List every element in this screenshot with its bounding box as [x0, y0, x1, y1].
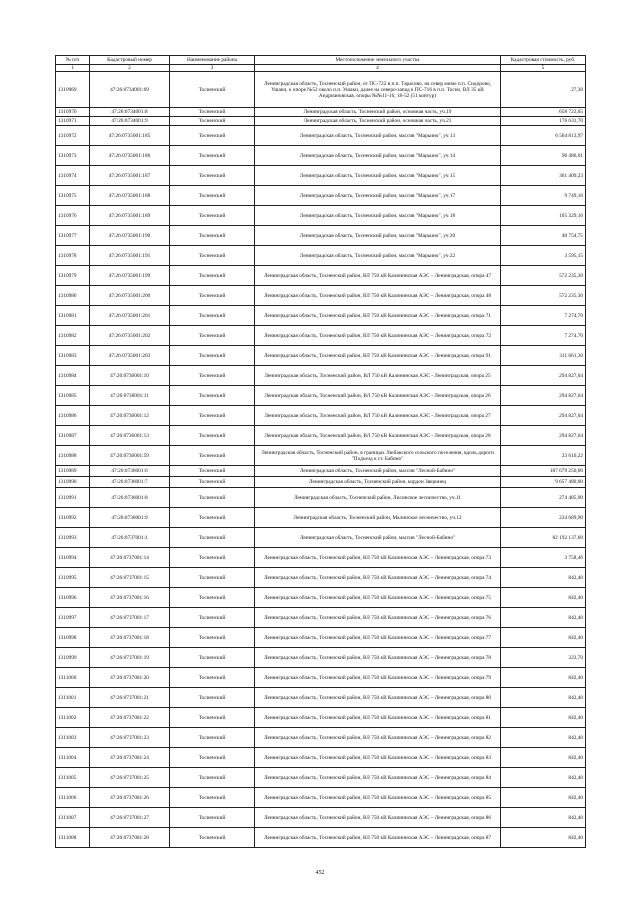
- cadastral-number: 47:26:0735001:185: [90, 126, 170, 146]
- document-page: [55, 55, 585, 848]
- location-text: Ленинградская область, Тосненский район, ВЛ 750 кВ Калининская АЭС – Ленинградская, опора 85: [255, 788, 501, 808]
- table-row: [56, 828, 586, 848]
- table-row: [56, 588, 586, 608]
- table-header-row: [56, 56, 586, 65]
- location-text: Ленинградская область, Тосненский район, массив "Марьино", уч 14: [255, 146, 501, 166]
- cadastral-number: 47:26:0737001:17: [90, 608, 170, 628]
- table-row: [56, 808, 586, 828]
- cadastral-cost: 27,30: [501, 72, 586, 108]
- cadastral-value-table: [55, 55, 586, 848]
- location-text: Ленинградская область, Тосненский район, ВЛ 750 кВ Калининская АЭС – Ленинградская, опора 77: [255, 628, 501, 648]
- cadastral-cost: 842,40: [501, 828, 586, 848]
- district-name: Тосненский: [170, 108, 255, 117]
- row-number: 1310980: [56, 286, 90, 306]
- district-name: Тосненский: [170, 286, 255, 306]
- cadastral-cost: 842,40: [501, 608, 586, 628]
- location-text: Ленинградская область, Тосненский район, ВЛ 750 кВ Калининская АЭС – Ленинградская, опора 81: [255, 708, 501, 728]
- district-name: Тосненский: [170, 648, 255, 668]
- row-number: 1310990: [56, 477, 90, 488]
- location-text: Ленинградская область, Тосненский район, массив "Марьино", уч 13: [255, 126, 501, 146]
- cadastral-cost: 176 631,70: [501, 117, 586, 126]
- table-row: [56, 528, 586, 548]
- district-name: Тосненский: [170, 346, 255, 366]
- row-number: 1311005: [56, 768, 90, 788]
- location-text: Ленинградская область, Тосненский район, ВЛ 750 кВ Калининская АЭС - Ленинградская, опора 26: [255, 386, 501, 406]
- location-text: Ленинградская область, Тосненский район, массив "Марьино", уч 15: [255, 166, 501, 186]
- cadastral-number: 47:26:0735001:186: [90, 146, 170, 166]
- district-name: Тосненский: [170, 226, 255, 246]
- table-row: [56, 266, 586, 286]
- column-number-row: [56, 65, 586, 72]
- cadastral-number: 47:26:0735001:188: [90, 186, 170, 206]
- row-number: 1310974: [56, 166, 90, 186]
- cadastral-cost: 40 754,75: [501, 226, 586, 246]
- table-row: [56, 406, 586, 426]
- row-number: 1311000: [56, 668, 90, 688]
- district-name: Тосненский: [170, 146, 255, 166]
- cadastral-number: 47:26:0737001:16: [90, 588, 170, 608]
- cadastral-number: 47:26:0737001:21: [90, 688, 170, 708]
- district-name: Тосненский: [170, 748, 255, 768]
- district-name: Тосненский: [170, 708, 255, 728]
- cadastral-cost: 842,40: [501, 808, 586, 828]
- cadastral-number: 47:26:0736001:13: [90, 426, 170, 446]
- row-number: 1310999: [56, 648, 90, 668]
- table-row: [56, 608, 586, 628]
- row-number: 1310991: [56, 488, 90, 508]
- location-text: Ленинградская область, Тосненский район, массив "Марьино", уч 18: [255, 206, 501, 226]
- row-number: 1310982: [56, 326, 90, 346]
- location-text: Ленинградская область, Тосненский район, ВЛ 750 кВ Калининская АЭС – Ленинградская, опора 83: [255, 748, 501, 768]
- location-text: Ленинградская область, Тосненский район, ВЛ 750 кВ Калининская АЭС – Ленинградская, опора 75: [255, 588, 501, 608]
- cadastral-number: 47:26:0734001:69: [90, 72, 170, 108]
- row-number: 1310994: [56, 548, 90, 568]
- district-name: Тосненский: [170, 808, 255, 828]
- cadastral-cost: 842,40: [501, 688, 586, 708]
- row-number: 1311007: [56, 808, 90, 828]
- district-name: Тосненский: [170, 588, 255, 608]
- table-row: [56, 668, 586, 688]
- table-row: [56, 246, 586, 266]
- district-name: Тосненский: [170, 206, 255, 226]
- table-row: [56, 708, 586, 728]
- district-name: Тосненский: [170, 186, 255, 206]
- location-text: Ленинградская область, Тосненский район, ВЛ 750 кВ Калининская АЭС – Ленинградская, опора 87: [255, 828, 501, 848]
- table-row: [56, 648, 586, 668]
- cadastral-number: 47:26:0735001:201: [90, 306, 170, 326]
- cadastral-cost: 23 610,22: [501, 446, 586, 466]
- cadastral-number: 47:26:0735001:202: [90, 326, 170, 346]
- location-text: Ленинградская область, Тосненский район, массив "Марьино", уч 22: [255, 246, 501, 266]
- cadastral-number: 47:26:0735001:190: [90, 226, 170, 246]
- cadastral-number: 47:26:0737001:24: [90, 748, 170, 768]
- location-text: Ленинградская область, Тосненский район, ВЛ 750 кВ Калининская АЭС - Ленинградская, опора 27: [255, 406, 501, 426]
- table-row: [56, 166, 586, 186]
- district-name: Тосненский: [170, 117, 255, 126]
- table-row: [56, 108, 586, 117]
- table-row: [56, 426, 586, 446]
- row-number: 1311006: [56, 788, 90, 808]
- cadastral-cost: 7 274,70: [501, 326, 586, 346]
- table-row: [56, 446, 586, 466]
- district-name: Тосненский: [170, 477, 255, 488]
- location-text: Ленинградская область, Тосненский район, ВЛ 750 кВ Калининская АЭС – Ленинградская, опора 76: [255, 608, 501, 628]
- row-number: 1310988: [56, 446, 90, 466]
- cadastral-cost: 7 274,70: [501, 306, 586, 326]
- table-row: [56, 366, 586, 386]
- table-row: [56, 126, 586, 146]
- cadastral-number: 47:26:0736001:9: [90, 508, 170, 528]
- cadastral-number: 47:26:0737001:28: [90, 828, 170, 848]
- location-text: Ленинградская область, Тосненский район, основная часть, уч.21: [255, 117, 501, 126]
- location-text: Ленинградская область, Тосненский район, кордон Зверинец: [255, 477, 501, 488]
- row-number: 1310992: [56, 508, 90, 528]
- cadastral-cost: 311 661,30: [501, 346, 586, 366]
- column-number: 5: [501, 65, 586, 72]
- cadastral-cost: 82 192 137,60: [501, 528, 586, 548]
- district-name: Тосненский: [170, 326, 255, 346]
- header-district: Наименование района: [170, 56, 255, 65]
- table-row: [56, 466, 586, 477]
- cadastral-number: 47:26:0736001:11: [90, 386, 170, 406]
- row-number: 1310996: [56, 588, 90, 608]
- cadastral-cost: 294 827,04: [501, 426, 586, 446]
- cadastral-cost: 842,40: [501, 628, 586, 648]
- cadastral-cost: 842,40: [501, 748, 586, 768]
- row-number: 1311003: [56, 728, 90, 748]
- row-number: 1310971: [56, 117, 90, 126]
- cadastral-number: 47:26:0736001:10: [90, 366, 170, 386]
- cadastral-number: 47:26:0736001:59: [90, 446, 170, 466]
- location-text: Ленинградская область, Тосненский район, ВЛ 750 кВ Калининская АЭС – Ленинградская, опора 91: [255, 346, 501, 366]
- location-text: Ленинградская область, Тосненский район, ВЛ 750 кВ Калининская АЭС – Ленинградская, опора 82: [255, 728, 501, 748]
- cadastral-cost: 274 485,90: [501, 488, 586, 508]
- location-text: Ленинградская область, Тосненский район, ВЛ 750 кВ Калининская АЭС – Ленинградская, опора 80: [255, 688, 501, 708]
- cadastral-number: 47:26:0737001:22: [90, 708, 170, 728]
- location-text: Ленинградская область, Тосненский район, массив "Марьино", уч 20: [255, 226, 501, 246]
- row-number: 1310986: [56, 406, 90, 426]
- header-cadastral-number: Кадастровый номер: [90, 56, 170, 65]
- cadastral-cost: 658 723,65: [501, 108, 586, 117]
- district-name: Тосненский: [170, 72, 255, 108]
- column-number: 3: [170, 65, 255, 72]
- table-row: [56, 346, 586, 366]
- district-name: Тосненский: [170, 406, 255, 426]
- row-number: 1310984: [56, 366, 90, 386]
- cadastral-cost: 294 827,04: [501, 386, 586, 406]
- location-text: Ленинградская область, Тосненский район, ВЛ 750 кВ Калининская АЭС – Ленинградская, опора 79: [255, 668, 501, 688]
- district-name: Тосненский: [170, 768, 255, 788]
- cadastral-number: 47:26:0736001:8: [90, 488, 170, 508]
- table-row: [56, 72, 586, 108]
- cadastral-cost: 572 235,30: [501, 266, 586, 286]
- cadastral-number: 47:26:0735001:199: [90, 266, 170, 286]
- cadastral-cost: 842,40: [501, 788, 586, 808]
- table-row: [56, 477, 586, 488]
- location-text: Ленинградская область, Тосненский район, ВЛ 750 кВ Калининская АЭС – Ленинградская, опора 72: [255, 326, 501, 346]
- row-number: 1310998: [56, 628, 90, 648]
- district-name: Тосненский: [170, 548, 255, 568]
- cadastral-cost: 96 486,01: [501, 146, 586, 166]
- table-row: [56, 186, 586, 206]
- cadastral-cost: 842,40: [501, 588, 586, 608]
- district-name: Тосненский: [170, 446, 255, 466]
- cadastral-cost: 294 827,04: [501, 366, 586, 386]
- row-number: 1310972: [56, 126, 90, 146]
- district-name: Тосненский: [170, 166, 255, 186]
- location-text: Ленинградская область, Тосненский район, Лисинское лесничество, уч.11: [255, 488, 501, 508]
- row-number: 1311004: [56, 748, 90, 768]
- row-number: 1310997: [56, 608, 90, 628]
- row-number: 1310987: [56, 426, 90, 446]
- location-text: Ленинградская область, Тосненский район, ВЛ 750 кВ Калининская АЭС – Ленинградская, опора 71: [255, 306, 501, 326]
- location-text: Ленинградская область, Тосненский район, основная часть, уч.19: [255, 108, 501, 117]
- table-row: [56, 117, 586, 126]
- cadastral-cost: 842,40: [501, 728, 586, 748]
- cadastral-cost: 842,40: [501, 568, 586, 588]
- table-row: [56, 306, 586, 326]
- cadastral-number: 47:26:0736001:12: [90, 406, 170, 426]
- district-name: Тосненский: [170, 246, 255, 266]
- table-row: [56, 788, 586, 808]
- district-name: Тосненский: [170, 488, 255, 508]
- cadastral-number: 47:26:0737001:23: [90, 728, 170, 748]
- district-name: Тосненский: [170, 508, 255, 528]
- row-number: 1311008: [56, 828, 90, 848]
- row-number: 1310993: [56, 528, 90, 548]
- cadastral-number: 47:26:0736001:7: [90, 477, 170, 488]
- cadastral-cost: 105 329,16: [501, 206, 586, 226]
- cadastral-cost: 361 409,23: [501, 166, 586, 186]
- table-row: [56, 206, 586, 226]
- cadastral-number: 47:26:0734001:9: [90, 117, 170, 126]
- district-name: Тосненский: [170, 608, 255, 628]
- location-text: Ленинградская область, Тосненский район, в границах Любанского сельского поселения, вдоль дороги "Подъезд к ст. Бабино": [255, 446, 501, 466]
- table-row: [56, 748, 586, 768]
- row-number: 1311002: [56, 708, 90, 728]
- cadastral-cost: 6 564 813,97: [501, 126, 586, 146]
- table-row: [56, 628, 586, 648]
- cadastral-number: 47:26:0736001:6: [90, 466, 170, 477]
- cadastral-cost: 9 657 480,00: [501, 477, 586, 488]
- column-number: 1: [56, 65, 90, 72]
- location-text: Ленинградская область, Тосненский район, ВЛ 750 кВ Калининская АЭС – Ленинградская, опора 73: [255, 548, 501, 568]
- location-text: Ленинградская область, Тосненский район, ВЛ 750 кВ Калининская АЭС – Ленинградская, опора 86: [255, 808, 501, 828]
- row-number: 1310978: [56, 246, 90, 266]
- cadastral-number: 47:26:0734001:8: [90, 108, 170, 117]
- table-row: [56, 768, 586, 788]
- cadastral-number: 47:26:0737001:26: [90, 788, 170, 808]
- district-name: Тосненский: [170, 366, 255, 386]
- table-row: [56, 508, 586, 528]
- table-row: [56, 286, 586, 306]
- district-name: Тосненский: [170, 306, 255, 326]
- district-name: Тосненский: [170, 386, 255, 406]
- header-location: Местоположение земельного участка: [255, 56, 501, 65]
- row-number: 1310977: [56, 226, 90, 246]
- district-name: Тосненский: [170, 728, 255, 748]
- location-text: Ленинградская область, Тосненский район, массив "Лесной-Бабино": [255, 528, 501, 548]
- column-number: 2: [90, 65, 170, 72]
- cadastral-cost: 323,70: [501, 648, 586, 668]
- cadastral-number: 47:26:0737001:19: [90, 648, 170, 668]
- cadastral-number: 47:26:0735001:189: [90, 206, 170, 226]
- cadastral-cost: 572 235,30: [501, 286, 586, 306]
- cadastral-cost: 842,40: [501, 708, 586, 728]
- cadastral-number: 47:26:0737001:15: [90, 568, 170, 588]
- cadastral-number: 47:26:0737001:14: [90, 548, 170, 568]
- cadastral-cost: 3 595,15: [501, 246, 586, 266]
- row-number: 1310976: [56, 206, 90, 226]
- cadastral-number: 47:26:0737001:18: [90, 628, 170, 648]
- district-name: Тосненский: [170, 126, 255, 146]
- table-row: [56, 728, 586, 748]
- table-row: [56, 568, 586, 588]
- table-row: [56, 688, 586, 708]
- cadastral-cost: 3 758,46: [501, 548, 586, 568]
- header-number: № п/п: [56, 56, 90, 65]
- cadastral-cost: 842,40: [501, 768, 586, 788]
- table-body: [56, 72, 586, 848]
- district-name: Тосненский: [170, 528, 255, 548]
- row-number: 1310989: [56, 466, 90, 477]
- cadastral-number: 47:26:0737001:25: [90, 768, 170, 788]
- cadastral-number: 47:26:0737001:20: [90, 668, 170, 688]
- district-name: Тосненский: [170, 426, 255, 446]
- row-number: 1310973: [56, 146, 90, 166]
- cadastral-cost: 234 689,90: [501, 508, 586, 528]
- district-name: Тосненский: [170, 568, 255, 588]
- location-text: Ленинградская область, Тосненский район, Малинское лесничество, уч.12: [255, 508, 501, 528]
- column-number: 4: [255, 65, 501, 72]
- location-text: Ленинградская область, Тосненский район, ВЛ 750 кВ Калининская АЭС – Ленинградская, опора 78: [255, 648, 501, 668]
- row-number: 1310983: [56, 346, 90, 366]
- table-row: [56, 326, 586, 346]
- header-cost: Кадастровая стоимость, руб.: [501, 56, 586, 65]
- row-number: 1310985: [56, 386, 90, 406]
- row-number: 1310970: [56, 108, 90, 117]
- page-number: 452: [315, 870, 325, 876]
- location-text: Ленинградская область, Тосненский район, ВЛ 750 кВ Калининская АЭС - Ленинградская, опора 28: [255, 426, 501, 446]
- table-row: [56, 548, 586, 568]
- location-text: Ленинградская область, Тосненский район, массив "Лесной-Бабино": [255, 466, 501, 477]
- cadastral-number: 47:26:0735001:187: [90, 166, 170, 186]
- cadastral-number: 47:26:0735001:191: [90, 246, 170, 266]
- location-text: Ленинградская область, Тосненский район, от ПС-722 в п.п. Тарасово, на север мимо п.п. Сидорово, Ушаки, к опоре №52 около п.п. Ушаки, далее на северо-запад к ПС-716 в п.п. Тосно, ВЛ 35 кВ Андриановская, опоры №№11-16, 18-52 (51 контур): [255, 72, 501, 108]
- cadastral-number: 47:26:0735001:200: [90, 286, 170, 306]
- location-text: Ленинградская область, Тосненский район, ВЛ 750 кВ Калининская АЭС – Ленинградская, опора 84: [255, 768, 501, 788]
- cadastral-cost: 842,40: [501, 668, 586, 688]
- location-text: Ленинградская область, Тосненский район, ВЛ 750 кВ Калининская АЭС – Ленинградская, опора 48: [255, 286, 501, 306]
- row-number: 1311001: [56, 688, 90, 708]
- district-name: Тосненский: [170, 466, 255, 477]
- district-name: Тосненский: [170, 628, 255, 648]
- row-number: 1310979: [56, 266, 90, 286]
- row-number: 1310969: [56, 72, 90, 108]
- row-number: 1310975: [56, 186, 90, 206]
- table-row: [56, 226, 586, 246]
- district-name: Тосненский: [170, 266, 255, 286]
- district-name: Тосненский: [170, 788, 255, 808]
- district-name: Тосненский: [170, 668, 255, 688]
- table-row: [56, 386, 586, 406]
- row-number: 1310995: [56, 568, 90, 588]
- cadastral-cost: 9 749,16: [501, 186, 586, 206]
- location-text: Ленинградская область, Тосненский район, ВЛ 750 кВ Калининская АЭС – Ленинградская, опора 74: [255, 568, 501, 588]
- table-row: [56, 146, 586, 166]
- cadastral-cost: 187 679 250,00: [501, 466, 586, 477]
- table-row: [56, 488, 586, 508]
- row-number: 1310981: [56, 306, 90, 326]
- location-text: Ленинградская область, Тосненский район, массив "Марьино", уч 17: [255, 186, 501, 206]
- cadastral-number: 47:26:0737001:1: [90, 528, 170, 548]
- location-text: Ленинградская область, Тосненский район, ВЛ 750 кВ Калининская АЭС - Ленинградская, опора 25: [255, 366, 501, 386]
- district-name: Тосненский: [170, 828, 255, 848]
- location-text: Ленинградская область, Тосненский район, ВЛ 750 кВ Калининская АЭС – Ленинградская, опора 47: [255, 266, 501, 286]
- cadastral-number: 47:26:0737001:27: [90, 808, 170, 828]
- cadastral-cost: 294 827,04: [501, 406, 586, 426]
- cadastral-number: 47:26:0735001:203: [90, 346, 170, 366]
- district-name: Тосненский: [170, 688, 255, 708]
